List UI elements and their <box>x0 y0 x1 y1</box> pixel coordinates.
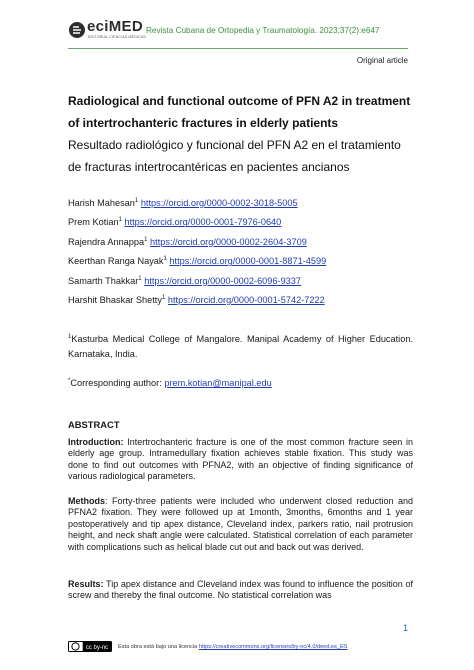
abstract-heading: ABSTRACT <box>68 419 120 430</box>
journal-citation: Revista Cubana de Ortopedia y Traumatología. 2023;37(2):e647 <box>146 26 380 35</box>
license-link[interactable]: https://creativecommons.org/licenses/by-nc/4.0/deed.es_ES <box>198 643 348 650</box>
author-name: Samarth Thakkar <box>68 275 139 286</box>
license-text: Esta obra está bajo una licencia <box>118 643 199 650</box>
author-row <box>68 193 413 212</box>
orcid-link[interactable]: https://orcid.org/0000-0001-8871-4599 <box>169 256 327 267</box>
results-text: Tip apex distance and Cleveland index was found to influence the position of screw and thereby the final outcome. No statistical correlation was <box>68 579 413 601</box>
cc-license-icon[interactable] <box>68 641 112 652</box>
corresponding-email-link[interactable]: prem.kotian@manipal.edu <box>164 378 272 388</box>
affiliation-mark: 1 <box>68 334 72 340</box>
author-row <box>68 251 413 270</box>
journal-header <box>68 18 448 48</box>
cc-badge-text: cc by-nc <box>85 645 109 651</box>
author-affiliation-mark: 1 <box>163 256 167 263</box>
affiliation-text: Kasturba Medical College of Mangalore. Manipal Academy of Higher Education. Karnataka, India. <box>68 334 413 359</box>
license-footer <box>68 641 347 653</box>
author-row <box>68 212 413 231</box>
orcid-link[interactable]: https://orcid.org/0000-0001-7976-0640 <box>124 217 282 228</box>
methods-text: : Forty-three patients were included who underwent closed reduction and PFNA2 fixation. They were followed up at 1month, 3months, 6months and 1 year postoperatively and tip apex distance, Cleveland index, parkers ratio, nail protrusion height, and neck shaft angle were calculated. Statistical correlation of each parameter with complications such as helical blade cut out and back out was derived. <box>68 496 413 552</box>
logo-subtitle: EDITORIAL CIENCIAS MÉDICAS <box>88 35 146 39</box>
author-affiliation-mark: 1 <box>144 236 148 243</box>
author-name: Harish Mahesan <box>68 198 135 208</box>
introduction-label: Introduction: <box>68 437 124 447</box>
author-name: Keerthan Ranga Nayak <box>68 256 164 267</box>
orcid-link[interactable]: https://orcid.org/0000-0002-2604-3709 <box>150 236 307 247</box>
corresponding-author <box>68 378 413 388</box>
title-spanish: Resultado radiológico y funcional del PFN A2 en el tratamiento de fracturas intertrocantéricas en pacientes ancianos <box>68 138 401 174</box>
orcid-link[interactable]: https://orcid.org/0000-0001-5742-7222 <box>167 295 325 306</box>
abstract-results <box>68 579 413 602</box>
logo-text: eciMED <box>87 18 143 35</box>
title-english: Radiological and functional outcome of PFN A2 in treatment of intertrochanteric fractures in elderly patients <box>68 94 411 130</box>
author-row <box>68 271 413 290</box>
author-name: Rajendra Annappa <box>68 236 145 247</box>
results-label: Results: <box>68 579 104 589</box>
abstract-methods <box>68 496 413 553</box>
corresponding-label: Corresponding author: <box>70 378 165 388</box>
abstract-introduction <box>68 437 413 483</box>
author-list <box>68 193 413 309</box>
orcid-link[interactable]: https://orcid.org/0000-0002-6096-9337 <box>144 275 302 286</box>
author-affiliation-mark: 1 <box>118 217 122 224</box>
ecimed-logo-icon <box>68 21 86 39</box>
page-number: 1 <box>403 623 409 633</box>
corresponding-mark: * <box>68 378 71 384</box>
article-type: Original article <box>356 56 408 65</box>
methods-label: Methods <box>68 496 105 506</box>
author-affiliation-mark: 1 <box>161 295 166 302</box>
author-row <box>68 290 413 309</box>
header-divider <box>68 48 408 49</box>
orcid-link[interactable]: https://orcid.org/0000-0002-3018-5005 <box>140 198 298 208</box>
author-name: Prem Kotian <box>68 217 119 228</box>
author-row <box>68 232 413 251</box>
author-affiliation-mark: 1 <box>138 275 142 282</box>
introduction-text: Intertrochanteric fracture is one of the most common fracture seen in elderly age group. Intramedullary fixation achieves stable fixation. This study was done to find out outcomes with PFNA2, with an objective of finding significance of various radiological parameters. <box>68 437 413 482</box>
author-affiliation-mark: 1 <box>134 198 139 204</box>
author-name: Harshit Bhaskar Shetty <box>68 295 162 306</box>
affiliation <box>68 330 413 362</box>
